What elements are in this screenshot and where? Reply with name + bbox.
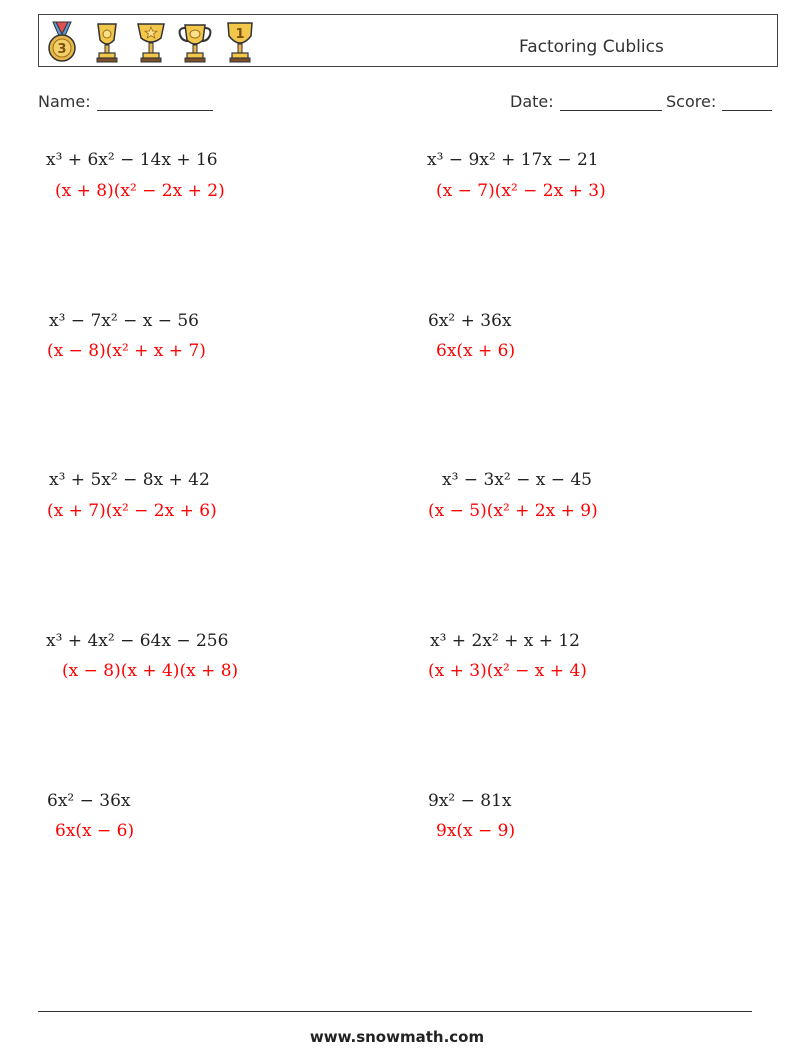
date-field[interactable] (510, 92, 662, 111)
problem-4-question: 6x² + 36x (428, 311, 512, 331)
problem-9-answer: 6x(x − 6) (55, 821, 135, 841)
problem-10-question: 9x² − 81x (428, 791, 512, 811)
footer-url: www.snowmath.com (309, 1028, 485, 1046)
problem-4-answer: 6x(x + 6) (436, 341, 516, 361)
problem-1-answer: (x + 8)(x² − 2x + 2) (55, 181, 225, 201)
trophy-star-icon (133, 20, 169, 64)
score-label: Score: (666, 92, 717, 111)
svg-text:3: 3 (57, 42, 67, 57)
problem-5-question: x³ + 5x² − 8x + 42 (49, 470, 210, 490)
problem-3-answer: (x − 8)(x² + x + 7) (47, 341, 206, 361)
problem-7-question: x³ + 4x² − 64x − 256 (46, 631, 229, 651)
trophy-cup-icon (89, 20, 125, 64)
svg-text:1: 1 (235, 27, 245, 42)
problem-8-question: x³ + 2x² + x + 12 (430, 631, 580, 651)
header-box (38, 14, 778, 67)
problem-2-answer: (x − 7)(x² − 2x + 3) (436, 181, 606, 201)
problem-7-answer: (x − 8)(x + 4)(x + 8) (62, 661, 239, 681)
trophy-handles-icon (177, 20, 213, 64)
date-label: Date: (510, 92, 554, 111)
problem-6-question: x³ − 3x² − x − 45 (442, 470, 592, 490)
trophy-1-icon (222, 20, 258, 64)
medal-3-icon (44, 20, 80, 64)
name-field[interactable] (38, 92, 213, 111)
score-field[interactable] (666, 92, 772, 111)
problem-2-question: x³ − 9x² + 17x − 21 (427, 150, 599, 170)
footer-divider (38, 1011, 752, 1012)
problem-8-answer: (x + 3)(x² − x + 4) (428, 661, 587, 681)
problem-10-answer: 9x(x − 9) (436, 821, 516, 841)
name-blank[interactable] (97, 95, 213, 111)
problem-5-answer: (x + 7)(x² − 2x + 6) (47, 501, 217, 521)
date-blank[interactable] (560, 95, 662, 111)
problem-6-answer: (x − 5)(x² + 2x + 9) (428, 501, 598, 521)
problem-1-question: x³ + 6x² − 14x + 16 (46, 150, 218, 170)
problem-9-question: 6x² − 36x (47, 791, 131, 811)
page-title: Factoring Cublics (519, 37, 664, 57)
name-label: Name: (38, 92, 91, 111)
problem-3-question: x³ − 7x² − x − 56 (49, 311, 199, 331)
score-blank[interactable] (722, 95, 772, 111)
